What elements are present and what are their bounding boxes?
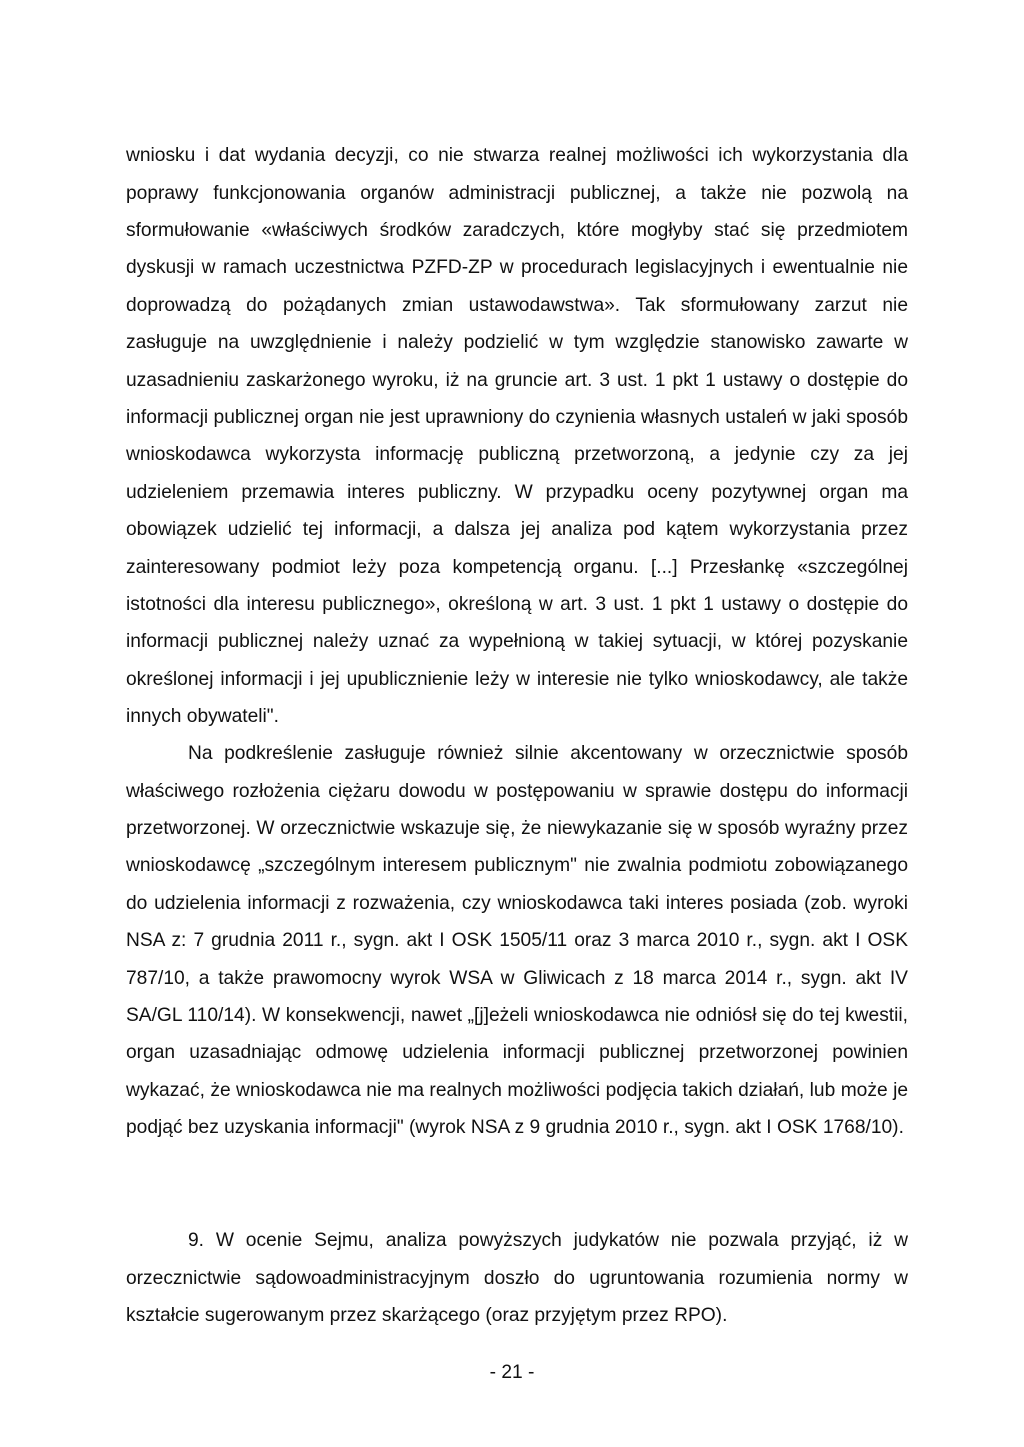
paragraph-burden-of-proof: Na podkreślenie zasługuje również silnie akcentowany w orzecznictwie sposób właściwego rozłożenia ciężaru dowodu w postępowaniu w sprawie dostępu do informacji przetworzonej. W orzecznictwie wskazuje się, że niewykazanie się w sposób wyraźny przez wnioskodawcę „szczególnym interesem publicznym" nie zwalnia podmiotu zobowiązanego do udzielenia informacji z rozważenia, czy wnioskodawca taki interes posiada (zob. wyroki NSA z: 7 grudnia 2011 r., sygn. akt I OSK 1505/11 oraz 3 marca 2010 r., sygn. akt I OSK 787/10, a także prawomocny wyrok WSA w Gliwicach z 18 marca 2014 r., sygn. akt IV SA/GL 110/14). W konsekwencji, nawet „[j]eżeli wnioskodawca nie odniósł się do tej kwestii, organ uzasadniając odmowę udzielenia informacji publicznej przetworzonej powinien wykazać, że wnioskodawca nie ma realnych możliwości podjęcia takich działań, lub może je podjąć bez uzyskania informacji" (wyrok NSA z 9 grudnia 2010 r., sygn. akt I OSK 1768/10). xyxy=(126,743,908,1139)
paragraph-point-9: 9. W ocenie Sejmu, analiza powyższych judykatów nie pozwala przyjąć, iż w orzecznictwie sądowoadministracyjnym doszło do ugruntowania rozumienia normy w kształcie sugerowanym przez skarżącego (oraz przyjętym przez RPO). xyxy=(126,1230,908,1326)
page-number: - 21 - xyxy=(489,1362,535,1383)
paragraph-continuation: wniosku i dat wydania decyzji, co nie stwarza realnej możliwości ich wykorzystania dla poprawy funkcjonowania organów administracji publicznej, a także nie pozwolą na sformułowanie «właściwych środków zaradczych, które mogłyby stać się przedmiotem dyskusji w ramach uczestnictwa PZFD-ZP w procedurach legislacyjnych i ewentualnie nie doprowadzą do pożądanych zmian ustawodawstwa». Tak sformułowany zarzut nie zasługuje na uwzględnienie i należy podzielić w tym względzie stanowisko zawarte w uzasadnieniu zaskarżonego wyroku, iż na gruncie art. 3 ust. 1 pkt 1 ustawy o dostępie do informacji publicznej organ nie jest uprawniony do czynienia własnych ustaleń w jaki sposób wnioskodawca wykorzysta informację publiczną przetworzoną, a jedynie czy za jej udzieleniem przemawia interes publiczny. W przypadku oceny pozytywnej organ ma obowiązek udzielić tej informacji, a dalsza jej analiza pod kątem wykorzystania przez zainteresowany podmiot leży poza kompetencją organu. [...] Przesłankę «szczególnej istotności dla interesu publicznego», określoną w art. 3 ust. 1 pkt 1 ustawy o dostępie do informacji publicznej należy uznać za wypełnioną w takiej sytuacji, w której pozyskanie określonej informacji i jej upublicznienie leży w interesie nie tylko wnioskodawcy, ale także innych obywateli". xyxy=(126,145,908,728)
